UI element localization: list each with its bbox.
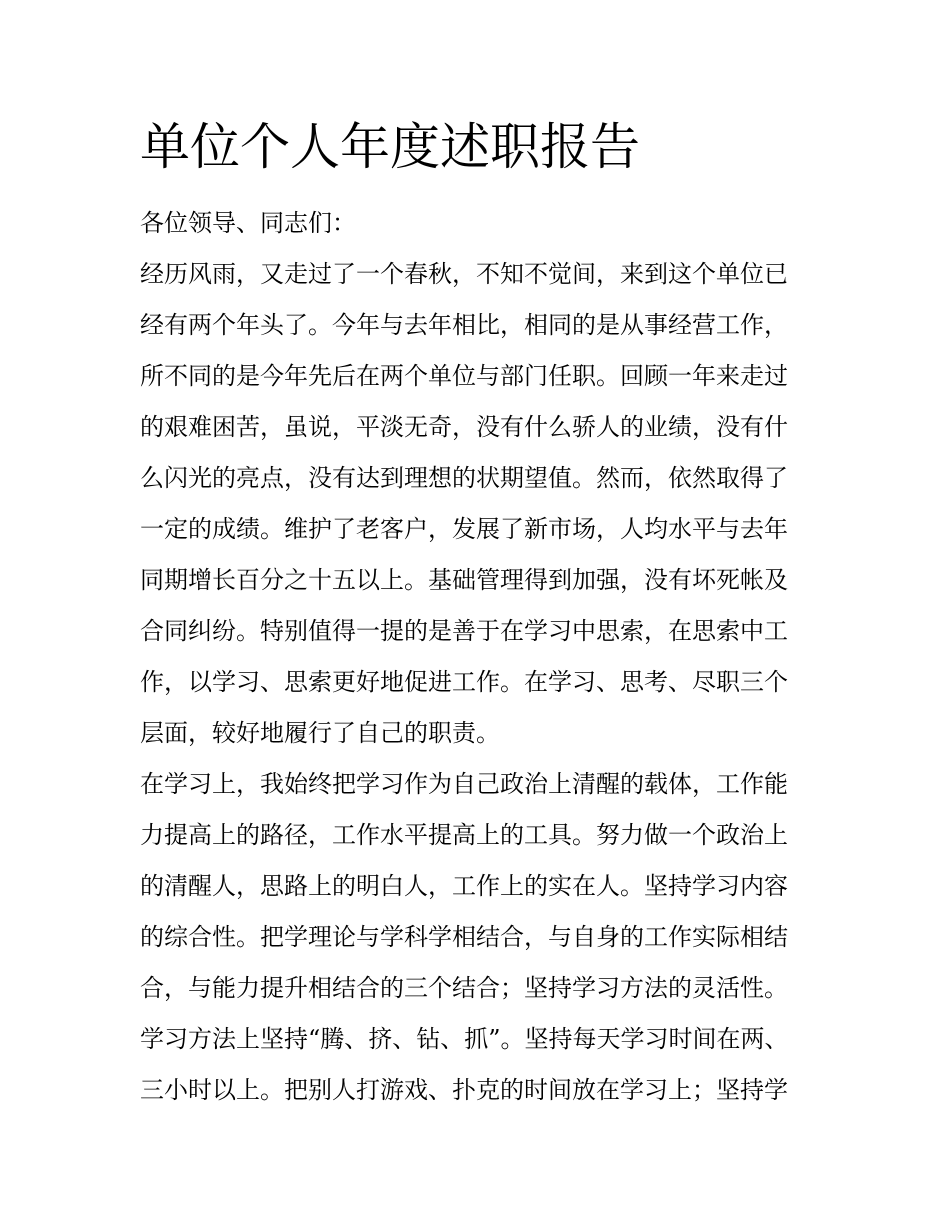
paragraph-line: 的综合性。把学理论与学科学相结合，与自身的工作实际相结: [140, 923, 788, 951]
paragraph-line: 三小时以上。把别人打游戏、扑克的时间放在学习上；坚持学: [140, 1076, 788, 1104]
paragraph-line: 作，以学习、思索更好地促进工作。在学习、思考、尽职三个: [140, 668, 788, 696]
paragraph-line: 在学习上，我始终把学习作为自己政治上清醒的载体，工作能: [140, 770, 788, 798]
paragraph-line: 同期增长百分之十五以上。基础管理得到加强，没有坏死帐及: [140, 566, 788, 594]
paragraph-line: 学习方法上坚持“腾、挤、钻、抓”。坚持每天学习时间在两、: [140, 1025, 789, 1053]
document-body: [140, 198, 820, 1116]
paragraph-line: 各位领导、同志们：: [140, 209, 356, 237]
paragraph-line: 的清醒人，思路上的明白人，工作上的实在人。坚持学习内容: [140, 872, 788, 900]
paragraph-line: 经历风雨，又走过了一个春秋，不知不觉间，来到这个单位已: [140, 260, 788, 288]
paragraph-line: 层面，较好地履行了自己的职责。: [140, 719, 500, 747]
paragraph-line: 所不同的是今年先后在两个单位与部门任职。回顾一年来走过: [140, 362, 788, 390]
paragraph-line: 一定的成绩。维护了老客户，发展了新市场，人均水平与去年: [140, 515, 788, 543]
document-title: 单位个人年度述职报告: [140, 118, 640, 176]
paragraph-line: 经有两个年头了。今年与去年相比，相同的是从事经营工作，: [140, 311, 788, 339]
paragraph-line: 的艰难困苦，虽说，平淡无奇，没有什么骄人的业绩，没有什: [140, 413, 788, 441]
paragraph-line: 合，与能力提升相结合的三个结合；坚持学习方法的灵活性。: [140, 974, 788, 1002]
paragraph-line: 合同纠纷。特别值得一提的是善于在学习中思索，在思索中工: [140, 617, 788, 645]
paragraph-line: 力提高上的路径，工作水平提高上的工具。努力做一个政治上: [140, 821, 788, 849]
paragraph-line: 么闪光的亮点，没有达到理想的状期望值。然而，依然取得了: [140, 464, 788, 492]
